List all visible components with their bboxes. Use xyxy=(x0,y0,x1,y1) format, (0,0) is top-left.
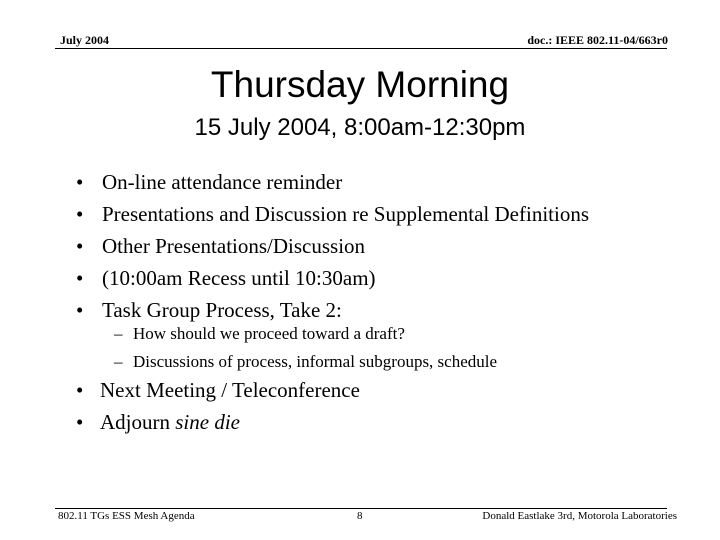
bullet-text: Presentations and Discussion re Supplemental Definitions xyxy=(102,202,590,226)
slide-title: Thursday Morning xyxy=(210,64,510,105)
bullet-item xyxy=(76,406,360,438)
header-date: July 2004 xyxy=(60,33,110,47)
sub-bullet-text: Discussions of process, informal subgroups, schedule xyxy=(133,352,498,371)
adjourn-italic-text: sine die xyxy=(175,410,240,434)
bullet-text: Other Presentations/Discussion xyxy=(102,234,366,258)
footer-divider xyxy=(55,508,667,509)
bullet-text: (10:00am Recess until 10:30am) xyxy=(102,266,376,290)
sub-bullet-text: How should we proceed toward a draft? xyxy=(133,324,405,343)
page-number: 8 xyxy=(357,510,363,522)
bullet-item xyxy=(76,166,589,198)
bullet-marker: • xyxy=(76,410,84,434)
dash-marker: – xyxy=(114,352,123,371)
next-meeting-text: Next Meeting / Teleconference xyxy=(100,378,360,402)
bullet-item xyxy=(76,230,589,262)
sub-bullet-item xyxy=(114,320,497,348)
bullet-marker: • xyxy=(76,202,84,226)
adjourn-text: Adjourn xyxy=(100,410,176,434)
header-doc-id: doc.: IEEE 802.11-04/663r0 xyxy=(527,33,668,47)
closing-bullet-list xyxy=(76,374,360,438)
bullet-item xyxy=(76,262,589,294)
sub-bullet-list xyxy=(114,320,497,376)
footer-right: Donald Eastlake 3rd, Motorola Laboratories xyxy=(482,510,677,522)
bullet-marker: • xyxy=(76,378,84,402)
sub-bullet-item xyxy=(114,348,497,376)
dash-marker: – xyxy=(114,324,123,343)
bullet-marker: • xyxy=(76,234,84,258)
main-bullet-list xyxy=(76,166,589,326)
header-divider xyxy=(55,48,667,49)
bullet-item xyxy=(76,198,589,230)
bullet-marker: • xyxy=(76,266,84,290)
bullet-text: Task Group Process, Take 2: xyxy=(102,298,342,322)
bullet-marker: • xyxy=(76,298,84,322)
bullet-marker: • xyxy=(76,170,84,194)
slide-subtitle: 15 July 2004, 8:00am-12:30pm xyxy=(194,114,526,141)
bullet-text: On-line attendance reminder xyxy=(102,170,343,194)
bullet-item xyxy=(76,374,360,406)
footer-left: 802.11 TGs ESS Mesh Agenda xyxy=(58,510,195,522)
